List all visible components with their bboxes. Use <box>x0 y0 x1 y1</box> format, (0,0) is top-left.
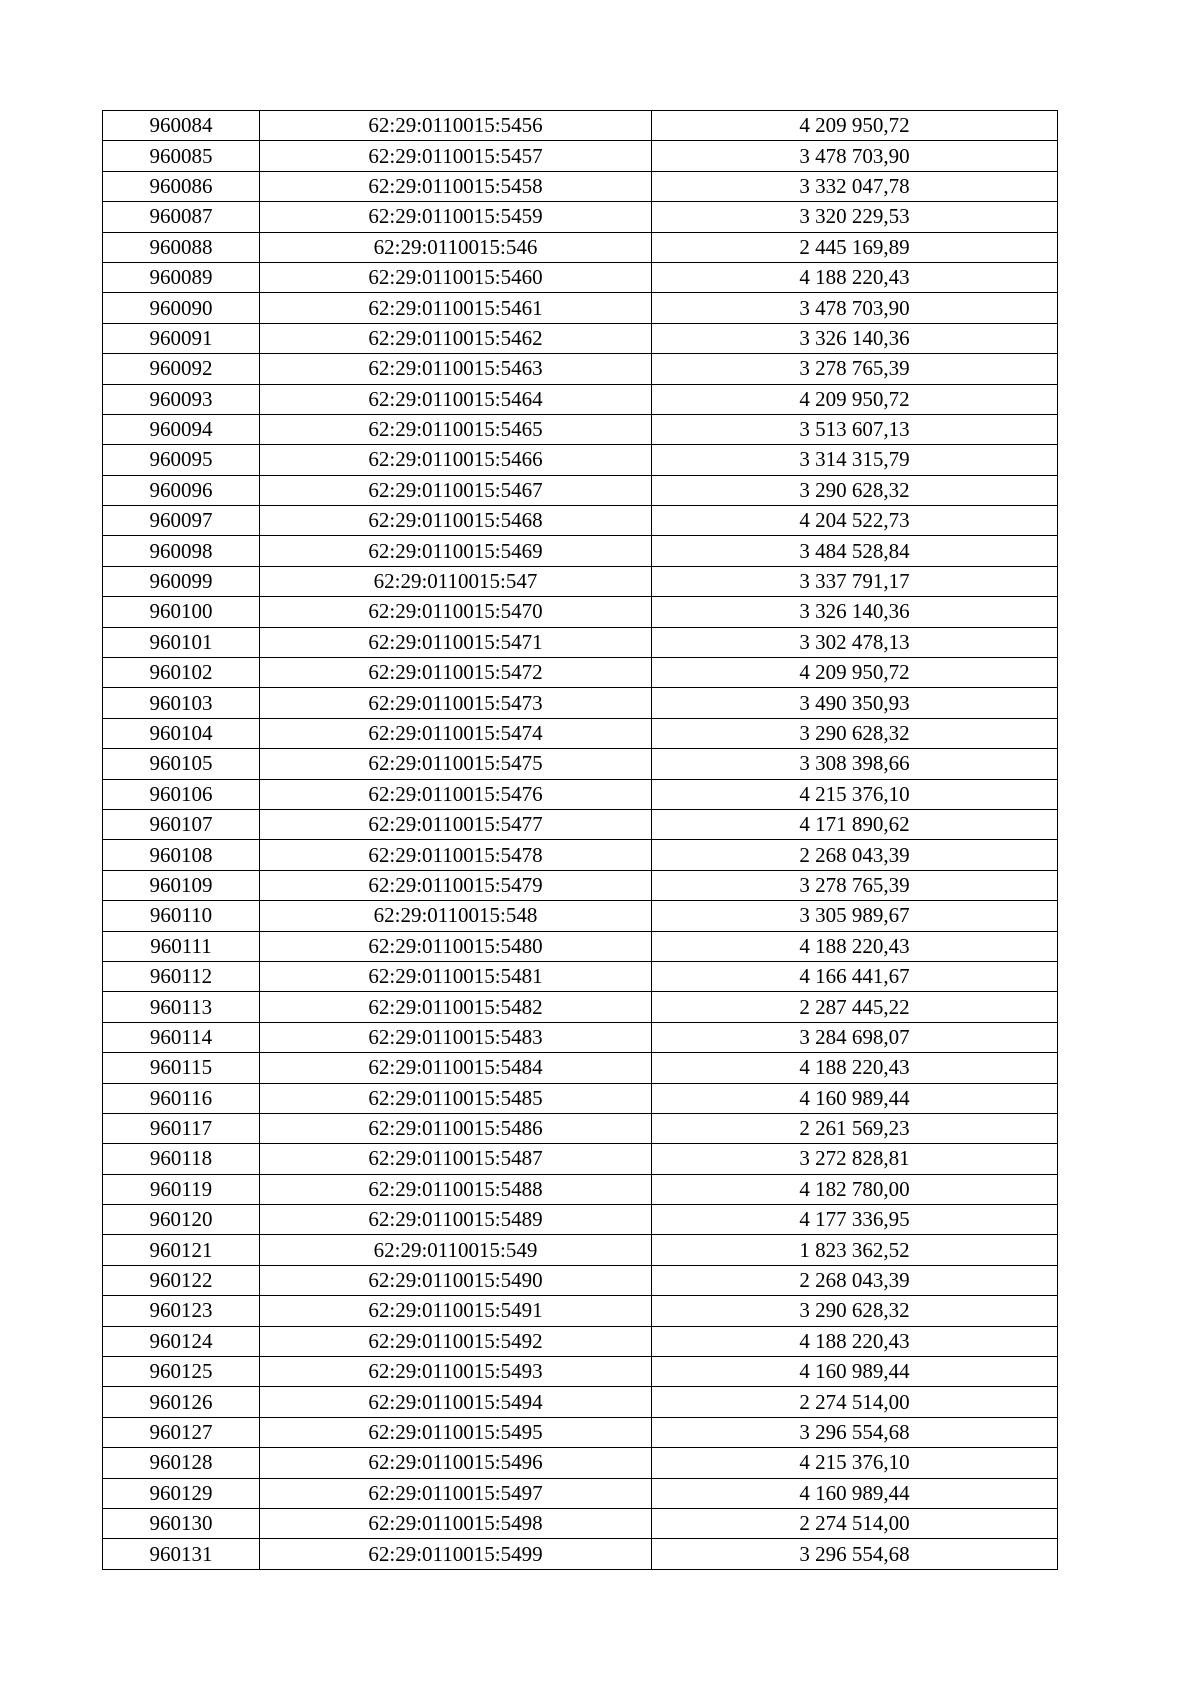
row-number-cell: 960115 <box>103 1053 260 1083</box>
cadastral-number-cell: 62:29:0110015:5487 <box>260 1144 652 1174</box>
row-number-cell: 960106 <box>103 779 260 809</box>
cadastral-number-cell: 62:29:0110015:5475 <box>260 749 652 779</box>
row-number-cell: 960094 <box>103 414 260 444</box>
cadastral-value-cell: 3 484 528,84 <box>652 536 1058 566</box>
row-number-cell: 960117 <box>103 1113 260 1143</box>
row-number-cell: 960086 <box>103 171 260 201</box>
table-row <box>103 658 1058 688</box>
table-row <box>103 1053 1058 1083</box>
row-number-cell: 960109 <box>103 870 260 900</box>
cadastral-number-cell: 62:29:0110015:546 <box>260 232 652 262</box>
cadastral-number-cell: 62:29:0110015:547 <box>260 566 652 596</box>
table-row <box>103 293 1058 323</box>
table-row <box>103 536 1058 566</box>
row-number-cell: 960091 <box>103 323 260 353</box>
cadastral-number-cell: 62:29:0110015:5458 <box>260 171 652 201</box>
row-number-cell: 960125 <box>103 1357 260 1387</box>
row-number-cell: 960088 <box>103 232 260 262</box>
table-row <box>103 232 1058 262</box>
table-row <box>103 1113 1058 1143</box>
cadastral-value-cell: 3 278 765,39 <box>652 354 1058 384</box>
table-row <box>103 323 1058 353</box>
row-number-cell: 960121 <box>103 1235 260 1265</box>
table-row <box>103 384 1058 414</box>
row-number-cell: 960097 <box>103 506 260 536</box>
cadastral-number-cell: 62:29:0110015:5468 <box>260 506 652 536</box>
cadastral-value-cell: 4 188 220,43 <box>652 931 1058 961</box>
cadastral-number-cell: 62:29:0110015:5484 <box>260 1053 652 1083</box>
table-row <box>103 1417 1058 1447</box>
cadastral-value-cell: 3 290 628,32 <box>652 718 1058 748</box>
cadastral-number-cell: 62:29:0110015:5494 <box>260 1387 652 1417</box>
row-number-cell: 960100 <box>103 597 260 627</box>
cadastral-number-cell: 62:29:0110015:5466 <box>260 445 652 475</box>
table-row <box>103 627 1058 657</box>
cadastral-value-cell: 4 182 780,00 <box>652 1174 1058 1204</box>
cadastral-value-cell: 3 513 607,13 <box>652 414 1058 444</box>
cadastral-value-cell: 4 209 950,72 <box>652 111 1058 141</box>
table-row <box>103 1387 1058 1417</box>
cadastral-number-cell: 62:29:0110015:5483 <box>260 1022 652 1052</box>
table-row <box>103 354 1058 384</box>
cadastral-value-cell: 3 290 628,32 <box>652 1296 1058 1326</box>
table-row <box>103 1205 1058 1235</box>
row-number-cell: 960122 <box>103 1265 260 1295</box>
cadastral-value-cell: 3 490 350,93 <box>652 688 1058 718</box>
cadastral-value-cell: 4 204 522,73 <box>652 506 1058 536</box>
cadastral-value-cell: 3 326 140,36 <box>652 597 1058 627</box>
cadastral-value-cell: 4 209 950,72 <box>652 384 1058 414</box>
cadastral-value-cell: 3 284 698,07 <box>652 1022 1058 1052</box>
table-row <box>103 171 1058 201</box>
row-number-cell: 960107 <box>103 809 260 839</box>
row-number-cell: 960110 <box>103 901 260 931</box>
table-row <box>103 1326 1058 1356</box>
row-number-cell: 960128 <box>103 1448 260 1478</box>
table-row <box>103 1235 1058 1265</box>
table-row <box>103 718 1058 748</box>
cadastral-value-cell: 4 209 950,72 <box>652 658 1058 688</box>
cadastral-number-cell: 62:29:0110015:5473 <box>260 688 652 718</box>
cadastral-value-cell: 4 160 989,44 <box>652 1357 1058 1387</box>
table-row <box>103 566 1058 596</box>
row-number-cell: 960092 <box>103 354 260 384</box>
cadastral-value-cell: 4 188 220,43 <box>652 1326 1058 1356</box>
cadastral-value-cell: 3 296 554,68 <box>652 1417 1058 1447</box>
cadastral-number-cell: 62:29:0110015:5460 <box>260 262 652 292</box>
table-body <box>103 111 1058 1570</box>
cadastral-number-cell: 62:29:0110015:548 <box>260 901 652 931</box>
cadastral-number-cell: 62:29:0110015:5485 <box>260 1083 652 1113</box>
row-number-cell: 960087 <box>103 202 260 232</box>
row-number-cell: 960126 <box>103 1387 260 1417</box>
cadastral-number-cell: 62:29:0110015:5478 <box>260 840 652 870</box>
row-number-cell: 960095 <box>103 445 260 475</box>
cadastral-number-cell: 62:29:0110015:549 <box>260 1235 652 1265</box>
table-row <box>103 1478 1058 1508</box>
row-number-cell: 960116 <box>103 1083 260 1113</box>
cadastral-number-cell: 62:29:0110015:5498 <box>260 1508 652 1538</box>
table-row <box>103 262 1058 292</box>
cadastral-number-cell: 62:29:0110015:5470 <box>260 597 652 627</box>
table-row <box>103 688 1058 718</box>
row-number-cell: 960129 <box>103 1478 260 1508</box>
row-number-cell: 960104 <box>103 718 260 748</box>
cadastral-value-cell: 3 296 554,68 <box>652 1539 1058 1569</box>
table-row <box>103 870 1058 900</box>
row-number-cell: 960114 <box>103 1022 260 1052</box>
cadastral-number-cell: 62:29:0110015:5471 <box>260 627 652 657</box>
cadastral-value-cell: 3 337 791,17 <box>652 566 1058 596</box>
cadastral-number-cell: 62:29:0110015:5476 <box>260 779 652 809</box>
cadastral-number-cell: 62:29:0110015:5457 <box>260 141 652 171</box>
table-row <box>103 202 1058 232</box>
cadastral-value-cell: 2 268 043,39 <box>652 840 1058 870</box>
table-row <box>103 992 1058 1022</box>
row-number-cell: 960099 <box>103 566 260 596</box>
table-row <box>103 1296 1058 1326</box>
table-row <box>103 141 1058 171</box>
row-number-cell: 960084 <box>103 111 260 141</box>
cadastral-value-cell: 2 274 514,00 <box>652 1508 1058 1538</box>
row-number-cell: 960101 <box>103 627 260 657</box>
row-number-cell: 960103 <box>103 688 260 718</box>
cadastral-value-cell: 3 302 478,13 <box>652 627 1058 657</box>
cadastral-value-cell: 3 478 703,90 <box>652 141 1058 171</box>
cadastral-value-cell: 2 268 043,39 <box>652 1265 1058 1295</box>
cadastral-number-cell: 62:29:0110015:5490 <box>260 1265 652 1295</box>
cadastral-number-cell: 62:29:0110015:5493 <box>260 1357 652 1387</box>
cadastral-number-cell: 62:29:0110015:5495 <box>260 1417 652 1447</box>
cadastral-number-cell: 62:29:0110015:5469 <box>260 536 652 566</box>
cadastral-value-cell: 4 215 376,10 <box>652 779 1058 809</box>
table-row <box>103 749 1058 779</box>
cadastral-number-cell: 62:29:0110015:5489 <box>260 1205 652 1235</box>
cadastral-number-cell: 62:29:0110015:5467 <box>260 475 652 505</box>
table-row <box>103 1508 1058 1538</box>
cadastral-value-cell: 3 332 047,78 <box>652 171 1058 201</box>
table-row <box>103 111 1058 141</box>
row-number-cell: 960089 <box>103 262 260 292</box>
row-number-cell: 960119 <box>103 1174 260 1204</box>
cadastral-number-cell: 62:29:0110015:5486 <box>260 1113 652 1143</box>
cadastral-value-cell: 4 188 220,43 <box>652 262 1058 292</box>
cadastral-number-cell: 62:29:0110015:5465 <box>260 414 652 444</box>
cadastral-number-cell: 62:29:0110015:5488 <box>260 1174 652 1204</box>
row-number-cell: 960127 <box>103 1417 260 1447</box>
cadastral-value-cell: 1 823 362,52 <box>652 1235 1058 1265</box>
row-number-cell: 960093 <box>103 384 260 414</box>
cadastral-number-cell: 62:29:0110015:5464 <box>260 384 652 414</box>
cadastral-value-cell: 4 160 989,44 <box>652 1478 1058 1508</box>
row-number-cell: 960098 <box>103 536 260 566</box>
cadastral-value-cell: 3 478 703,90 <box>652 293 1058 323</box>
cadastral-value-cell: 3 320 229,53 <box>652 202 1058 232</box>
cadastral-number-cell: 62:29:0110015:5492 <box>260 1326 652 1356</box>
row-number-cell: 960131 <box>103 1539 260 1569</box>
cadastral-number-cell: 62:29:0110015:5482 <box>260 992 652 1022</box>
cadastral-number-cell: 62:29:0110015:5463 <box>260 354 652 384</box>
cadastral-value-cell: 3 290 628,32 <box>652 475 1058 505</box>
table-row <box>103 961 1058 991</box>
cadastral-value-cell: 4 215 376,10 <box>652 1448 1058 1478</box>
table-row <box>103 506 1058 536</box>
cadastral-number-cell: 62:29:0110015:5462 <box>260 323 652 353</box>
cadastral-number-cell: 62:29:0110015:5477 <box>260 809 652 839</box>
cadastral-value-cell: 2 287 445,22 <box>652 992 1058 1022</box>
row-number-cell: 960105 <box>103 749 260 779</box>
cadastral-number-cell: 62:29:0110015:5456 <box>260 111 652 141</box>
table-row <box>103 931 1058 961</box>
row-number-cell: 960096 <box>103 475 260 505</box>
cadastral-value-cell: 4 171 890,62 <box>652 809 1058 839</box>
cadastral-number-cell: 62:29:0110015:5481 <box>260 961 652 991</box>
row-number-cell: 960085 <box>103 141 260 171</box>
row-number-cell: 960111 <box>103 931 260 961</box>
row-number-cell: 960120 <box>103 1205 260 1235</box>
cadastral-value-cell: 2 445 169,89 <box>652 232 1058 262</box>
cadastral-value-cell: 3 305 989,67 <box>652 901 1058 931</box>
row-number-cell: 960124 <box>103 1326 260 1356</box>
cadastral-number-cell: 62:29:0110015:5479 <box>260 870 652 900</box>
table-row <box>103 809 1058 839</box>
cadastral-number-cell: 62:29:0110015:5461 <box>260 293 652 323</box>
table-row <box>103 475 1058 505</box>
table-row <box>103 779 1058 809</box>
cadastral-value-cell: 3 278 765,39 <box>652 870 1058 900</box>
table-row <box>103 1022 1058 1052</box>
cadastral-value-cell: 4 177 336,95 <box>652 1205 1058 1235</box>
row-number-cell: 960102 <box>103 658 260 688</box>
table-row <box>103 1357 1058 1387</box>
table-row <box>103 1265 1058 1295</box>
cadastral-value-table <box>102 110 1058 1570</box>
table-row <box>103 840 1058 870</box>
table-row <box>103 1448 1058 1478</box>
row-number-cell: 960090 <box>103 293 260 323</box>
cadastral-number-cell: 62:29:0110015:5472 <box>260 658 652 688</box>
table-row <box>103 445 1058 475</box>
table-row <box>103 1144 1058 1174</box>
row-number-cell: 960118 <box>103 1144 260 1174</box>
cadastral-number-cell: 62:29:0110015:5496 <box>260 1448 652 1478</box>
table-row <box>103 597 1058 627</box>
cadastral-value-cell: 4 160 989,44 <box>652 1083 1058 1113</box>
cadastral-value-cell: 3 272 828,81 <box>652 1144 1058 1174</box>
cadastral-value-cell: 3 326 140,36 <box>652 323 1058 353</box>
row-number-cell: 960108 <box>103 840 260 870</box>
row-number-cell: 960113 <box>103 992 260 1022</box>
cadastral-value-cell: 2 274 514,00 <box>652 1387 1058 1417</box>
cadastral-number-cell: 62:29:0110015:5459 <box>260 202 652 232</box>
cadastral-value-cell: 3 308 398,66 <box>652 749 1058 779</box>
cadastral-value-cell: 4 166 441,67 <box>652 961 1058 991</box>
table-row <box>103 1539 1058 1569</box>
cadastral-number-cell: 62:29:0110015:5499 <box>260 1539 652 1569</box>
row-number-cell: 960112 <box>103 961 260 991</box>
cadastral-number-cell: 62:29:0110015:5474 <box>260 718 652 748</box>
table-row <box>103 1174 1058 1204</box>
cadastral-number-cell: 62:29:0110015:5491 <box>260 1296 652 1326</box>
cadastral-value-cell: 4 188 220,43 <box>652 1053 1058 1083</box>
cadastral-number-cell: 62:29:0110015:5497 <box>260 1478 652 1508</box>
table-row <box>103 414 1058 444</box>
cadastral-value-cell: 2 261 569,23 <box>652 1113 1058 1143</box>
table-row <box>103 901 1058 931</box>
cadastral-number-cell: 62:29:0110015:5480 <box>260 931 652 961</box>
cadastral-value-cell: 3 314 315,79 <box>652 445 1058 475</box>
row-number-cell: 960130 <box>103 1508 260 1538</box>
table-row <box>103 1083 1058 1113</box>
row-number-cell: 960123 <box>103 1296 260 1326</box>
